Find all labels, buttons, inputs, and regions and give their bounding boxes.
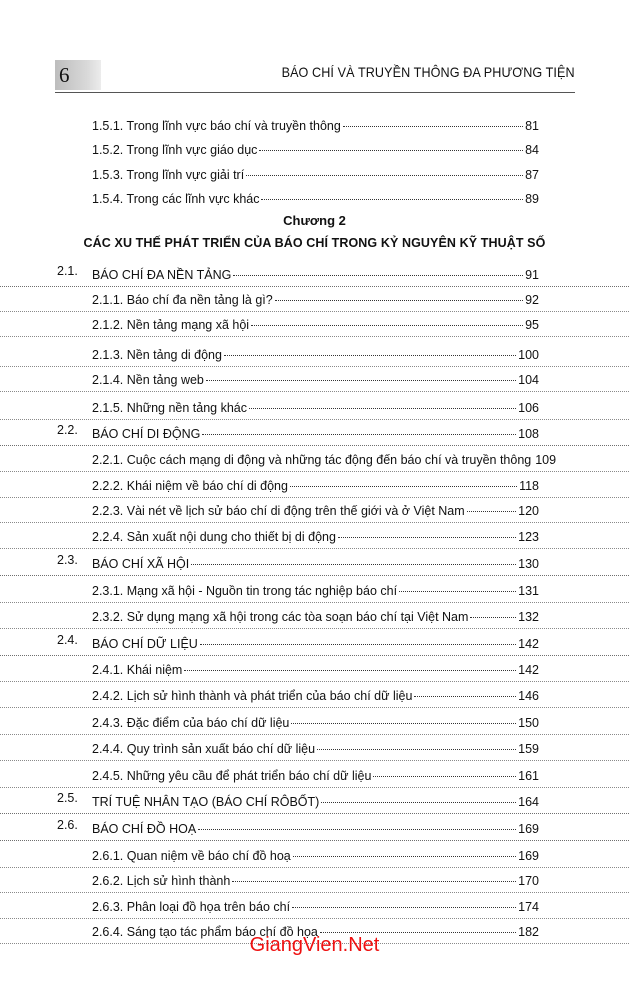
dot-leader (290, 472, 517, 487)
running-header (55, 58, 575, 93)
section-number: 2.3. (57, 553, 78, 567)
entry-title: 2.6.2. Lịch sử hình thành (92, 874, 231, 888)
page-number: 6 (55, 60, 101, 90)
dot-leader (470, 603, 516, 618)
section-number: 2.6. (57, 818, 78, 832)
entry-page: 89 (525, 192, 539, 206)
entry-title: 1.5.3. Trong lĩnh vực giải trí (92, 168, 245, 182)
toc-entry[interactable] (92, 633, 539, 651)
entry-page: 182 (518, 925, 539, 939)
section-number: 2.4. (57, 633, 78, 647)
toc-entry[interactable] (92, 791, 539, 809)
toc-row (0, 341, 629, 367)
toc-entry[interactable] (92, 115, 539, 133)
entry-page: 87 (525, 168, 539, 182)
dot-leader (414, 682, 516, 697)
toc-entry[interactable] (92, 818, 539, 836)
toc-entry[interactable] (92, 475, 539, 493)
dot-leader (467, 497, 516, 512)
dot-leader (191, 550, 516, 565)
toc-row (0, 311, 629, 337)
entry-page: 123 (518, 530, 539, 544)
toc-row (0, 893, 629, 919)
entry-title: TRÍ TUỆ NHÂN TẠO (BÁO CHÍ RÔBỐT) (92, 795, 320, 809)
toc-entry[interactable] (92, 264, 539, 282)
toc-entry[interactable] (92, 344, 539, 362)
toc-row-section (0, 550, 629, 576)
entry-title: 2.4.4. Quy trình sản xuất báo chí dữ liệu (92, 742, 316, 756)
toc-row (0, 682, 629, 708)
dot-leader (338, 523, 516, 538)
entry-title: 2.3.2. Sử dụng mạng xã hội trong các tòa soạn báo chí tại Việt Nam (92, 610, 469, 624)
toc-row (0, 842, 629, 868)
toc-row (0, 286, 629, 312)
dot-leader (249, 394, 516, 409)
entry-title: 2.3.1. Mạng xã hội - Nguồn tin trong tác nghiệp báo chí (92, 584, 398, 598)
toc-row-section (0, 420, 629, 446)
entry-title: 2.4.1. Khái niệm (92, 663, 183, 677)
toc-entry[interactable] (92, 738, 539, 756)
toc-row (0, 185, 629, 210)
section-number: 2.1. (57, 264, 78, 278)
toc-row (0, 366, 629, 392)
entry-page: 170 (518, 874, 539, 888)
section-number: 2.2. (57, 423, 78, 437)
toc-entry[interactable] (92, 139, 539, 157)
dot-leader (246, 161, 523, 176)
chapter-label: Chương 2 (283, 213, 346, 228)
dot-leader (184, 656, 516, 671)
toc-row-section (0, 630, 629, 656)
entry-title: 1.5.2. Trong lĩnh vực giáo dục (92, 143, 258, 157)
entry-title: 1.5.1. Trong lĩnh vực báo chí và truyền thông (92, 119, 341, 133)
toc-row (0, 497, 629, 523)
toc-row (0, 472, 629, 498)
dot-leader (206, 366, 516, 381)
entry-page: 159 (518, 742, 539, 756)
toc-entry[interactable] (92, 712, 539, 730)
entry-page: 104 (518, 373, 539, 387)
entry-title: 2.1.5. Những nền tảng khác (92, 401, 248, 415)
dot-leader (321, 788, 516, 803)
entry-page: 118 (519, 479, 539, 493)
entry-title: BÁO CHÍ DỮ LIỆU (92, 637, 198, 651)
book-title: BÁO CHÍ VÀ TRUYỀN THÔNG ĐA PHƯƠNG TIỆN (281, 64, 575, 80)
toc-row (0, 762, 629, 788)
watermark: GiangVien.Net (249, 934, 380, 956)
entry-title: BÁO CHÍ XÃ HỘI (92, 557, 190, 571)
toc-row-section (0, 815, 629, 841)
toc-entry[interactable] (92, 423, 539, 441)
toc-entry[interactable] (92, 164, 539, 182)
entry-page: 169 (518, 822, 539, 836)
entry-title: 2.2.4. Sản xuất nội dung cho thiết bị di động (92, 530, 336, 544)
entry-title: 2.1.1. Báo chí đa nền tảng là gì? (92, 293, 273, 307)
toc-entry[interactable] (92, 397, 539, 415)
entry-title: BÁO CHÍ ĐA NỀN TẢNG (92, 268, 232, 282)
dot-leader (293, 842, 516, 857)
dot-leader (251, 311, 523, 326)
toc-row (0, 867, 629, 893)
toc-entry[interactable] (92, 369, 539, 387)
entry-title: 2.2.3. Vài nét về lịch sử báo chí di động trên thế giới và ở Việt Nam (92, 504, 465, 518)
toc-entry[interactable] (92, 500, 539, 518)
toc-row (0, 136, 629, 161)
toc-row-section (0, 261, 629, 287)
dot-leader (292, 893, 516, 908)
entry-title: 2.6.1. Quan niệm về báo chí đồ hoạ (92, 849, 291, 863)
entry-title: 2.6.3. Phân loại đồ họa trên báo chí (92, 900, 291, 914)
entry-page: 120 (518, 504, 539, 518)
entry-page: 132 (518, 610, 539, 624)
toc-entry[interactable] (92, 289, 539, 307)
entry-title: 2.4.3. Đặc điểm của báo chí dữ liệu (92, 716, 290, 730)
entry-title: 2.2.2. Khái niệm về báo chí di động (92, 479, 288, 493)
dot-leader (232, 867, 516, 882)
entry-title: 2.4.2. Lịch sử hình thành và phát triển của báo chí dữ liệu (92, 689, 413, 703)
toc-entry[interactable] (92, 765, 539, 783)
entry-page: 161 (518, 769, 539, 783)
entry-page: 109 (535, 453, 557, 467)
dot-leader (198, 815, 516, 830)
toc-entry[interactable] (92, 659, 539, 677)
toc-row (0, 577, 629, 603)
toc-entry[interactable] (92, 449, 557, 467)
dot-leader (261, 185, 523, 200)
dot-leader (343, 112, 523, 127)
toc-entry[interactable] (92, 526, 539, 544)
dot-leader (224, 341, 516, 356)
entry-title: 2.4.5. Những yêu cầu để phát triển báo chí dữ liệu (92, 769, 372, 783)
toc-row (0, 523, 629, 549)
entry-page: 92 (525, 293, 539, 307)
toc-entry[interactable] (92, 188, 539, 206)
entry-page: 100 (518, 348, 539, 362)
toc-row (0, 603, 629, 629)
dot-leader (233, 261, 523, 276)
dot-leader (200, 630, 516, 645)
dot-leader (320, 918, 516, 933)
dot-leader (291, 709, 516, 724)
entry-page: 146 (518, 689, 539, 703)
entry-page: 150 (518, 716, 539, 730)
entry-page: 130 (518, 557, 539, 571)
entry-title: 2.1.4. Nền tảng web (92, 373, 204, 387)
entry-page: 164 (518, 795, 539, 809)
toc-entry[interactable] (92, 896, 539, 914)
entry-title: BÁO CHÍ ĐỒ HOẠ (92, 822, 197, 836)
toc-entry[interactable] (92, 314, 539, 332)
entry-page: 84 (525, 143, 539, 157)
toc-entry[interactable] (92, 606, 539, 624)
entry-page: 108 (518, 427, 539, 441)
entry-page: 142 (518, 663, 539, 677)
entry-title: 2.1.2. Nền tảng mạng xã hội (92, 318, 250, 332)
toc-row (0, 112, 629, 137)
entry-title: 1.5.4. Trong các lĩnh vực khác (92, 192, 260, 206)
toc-row (0, 394, 629, 420)
chapter-title: CÁC XU THẾ PHÁT TRIỂN CỦA BÁO CHÍ TRONG KỶ NGUYÊN KỸ THUẬT SỐ (83, 236, 546, 250)
toc-entry[interactable] (92, 580, 539, 598)
entry-page: 91 (525, 268, 539, 282)
toc-row (0, 446, 629, 472)
entry-page: 106 (518, 401, 539, 415)
entry-page: 142 (518, 637, 539, 651)
toc-row-section (0, 788, 629, 814)
toc-row (0, 709, 629, 735)
toc-entry[interactable] (92, 553, 539, 571)
dot-leader (259, 136, 523, 151)
toc-entry[interactable] (92, 845, 539, 863)
entry-page: 81 (525, 119, 539, 133)
toc-entry[interactable] (92, 685, 539, 703)
dot-leader (399, 577, 516, 592)
dot-leader (317, 735, 516, 750)
entry-page: 169 (518, 849, 539, 863)
toc-entry[interactable] (92, 870, 539, 888)
toc-row (0, 161, 629, 186)
dot-leader (275, 286, 523, 301)
entry-page: 131 (518, 584, 539, 598)
entry-title: 2.6.4. Sáng tạo tác phẩm báo chí đồ họa (92, 925, 318, 939)
toc-row (0, 656, 629, 682)
entry-title: BÁO CHÍ DI ĐỘNG (92, 427, 201, 441)
entry-page: 95 (525, 318, 539, 332)
section-number: 2.5. (57, 791, 78, 805)
dot-leader (373, 762, 516, 777)
entry-title: 2.2.1. Cuộc cách mạng di động và những tác động đến báo chí và truyền thông (92, 453, 532, 467)
entry-title: 2.1.3. Nền tảng di động (92, 348, 222, 362)
toc-row (0, 735, 629, 761)
entry-page: 174 (518, 900, 539, 914)
dot-leader (202, 420, 516, 435)
